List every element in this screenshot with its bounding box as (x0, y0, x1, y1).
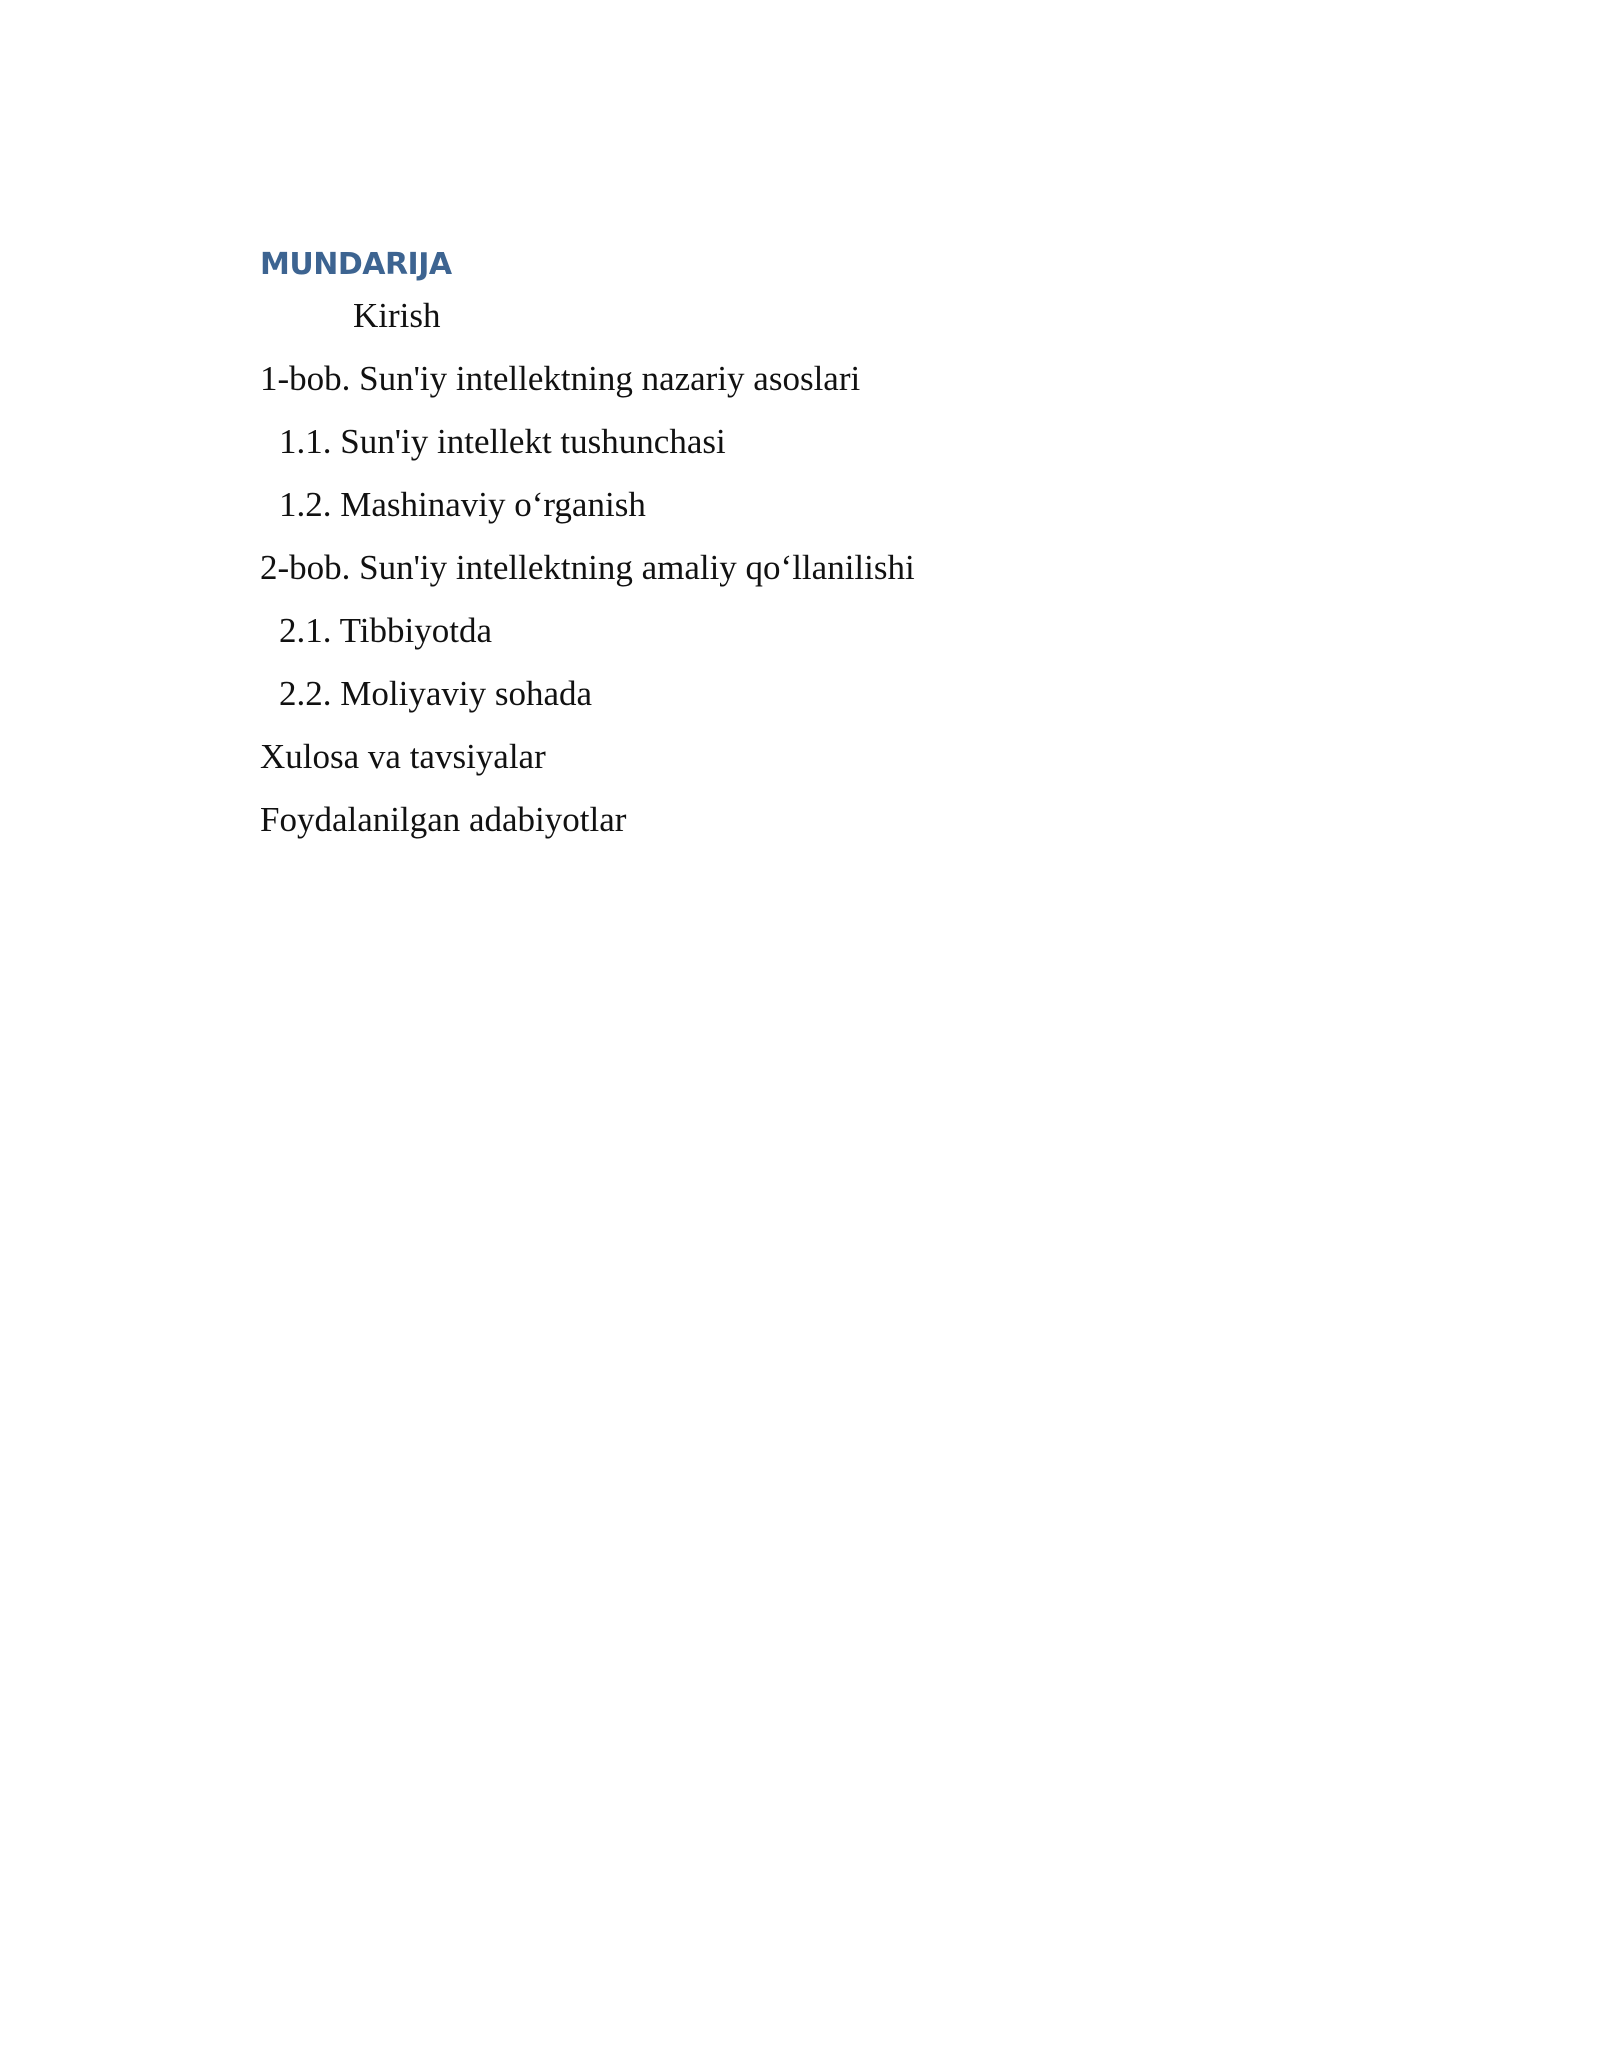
toc-entry-chapter-2: 2-bob. Sun'iy intellektning amaliy qo‘llanilishi (260, 548, 915, 587)
toc-entry-section-2-1: 2.1. Tibbiyotda (279, 611, 492, 650)
toc-entry-section-2-2: 2.2. Moliyaviy sohada (279, 674, 593, 713)
toc-entry-chapter-1: 1-bob. Sun'iy intellektning nazariy asoslari (260, 359, 861, 398)
toc-entry-references: Foydalanilgan adabiyotlar (260, 800, 627, 839)
toc-entry-section-1-2: 1.2. Mashinaviy o‘rganish (279, 485, 646, 524)
table-of-contents (260, 296, 915, 863)
toc-entry-section-1-1: 1.1. Sun'iy intellekt tushunchasi (279, 422, 726, 461)
toc-heading: MUNDARIJA (260, 247, 452, 282)
toc-entry-conclusion: Xulosa va tavsiyalar (260, 737, 546, 776)
toc-entry-kirish: Kirish (353, 296, 441, 335)
